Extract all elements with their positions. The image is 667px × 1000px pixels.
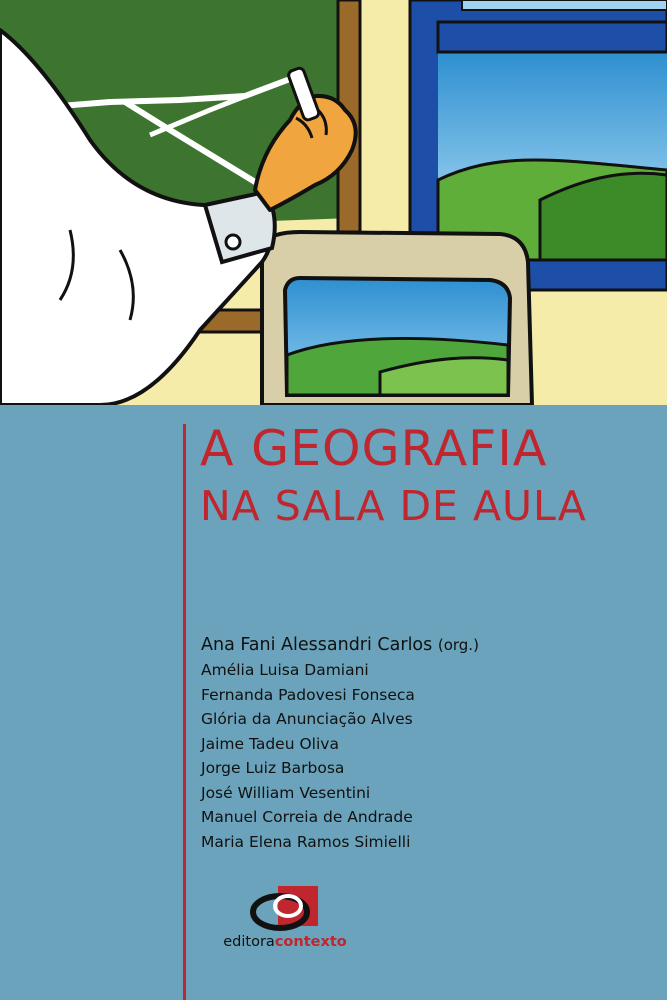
organizer-name: Ana Fani Alessandri Carlos [201,635,433,655]
title-line-1: A GEOGRAFIA [200,420,548,477]
author-list [201,632,479,854]
title-line-2: NA SALA DE AULA [200,482,587,530]
author-item: Glória da Anunciação Alves [201,710,413,728]
publisher-name [215,934,355,950]
organizer [201,632,479,658]
red-divider-line [183,424,186,1000]
author-item: José William Vesentini [201,783,371,802]
publisher-block [215,884,355,950]
author-item: Fernanda Padovesi Fonseca [201,685,415,704]
publisher-suffix: contexto [274,934,347,950]
author-item: Amélia Luisa Damiani [201,661,369,679]
organizer-tag: (org.) [437,636,479,654]
book-title [200,418,587,532]
publisher-prefix: editora [223,934,275,950]
author-item: Jaime Tadeu Oliva [201,734,339,753]
author-item: Manuel Correia de Andrade [201,808,413,826]
author-item: Maria Elena Ramos Simielli [201,832,411,851]
contributors [201,658,479,854]
author-item: Jorge Luiz Barbosa [201,759,345,777]
contexto-logo-icon [250,884,320,934]
classroom-illustration [0,0,667,405]
